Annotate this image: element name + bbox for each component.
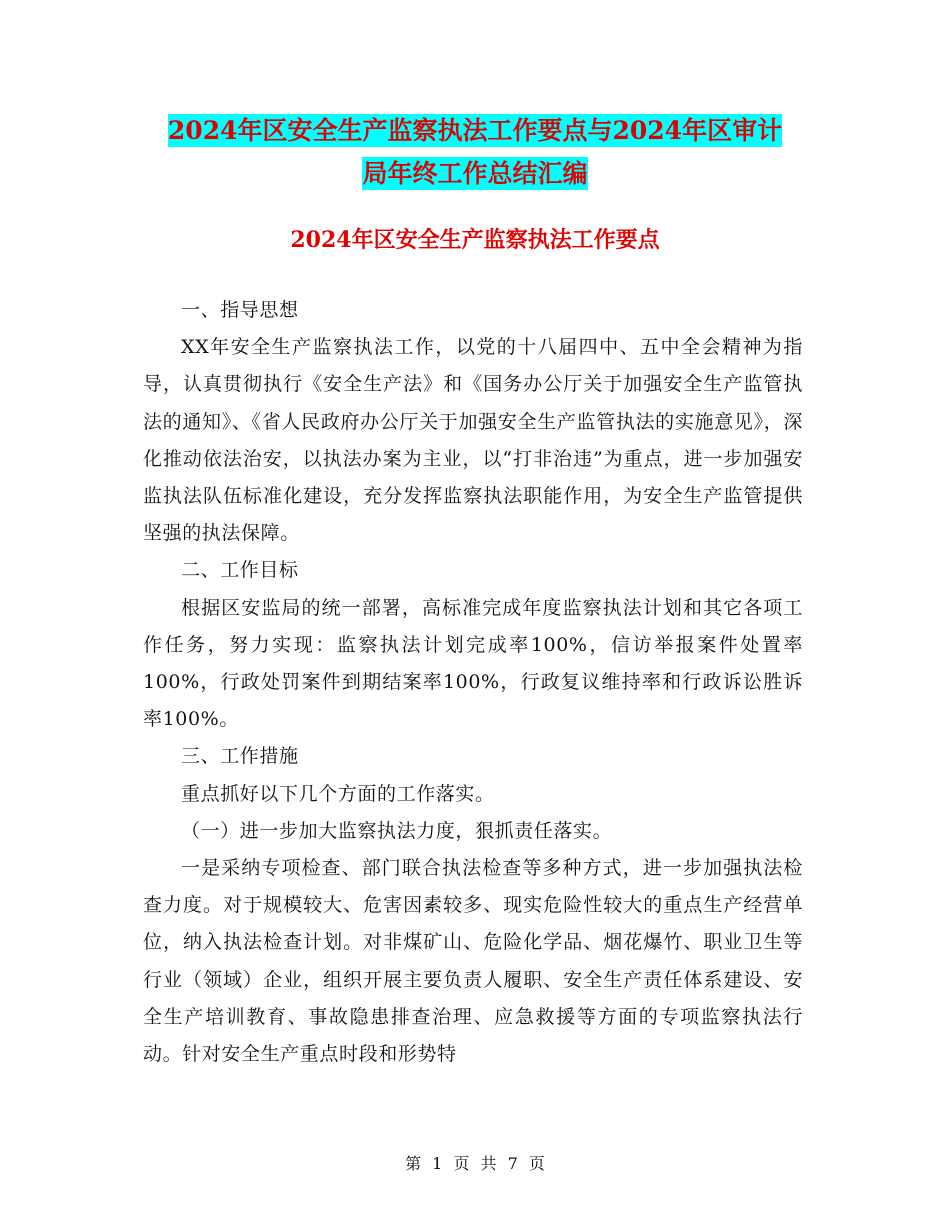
title-highlight-1: 2024年区安全生产监察执法工作要点与2024年区审计 xyxy=(167,116,783,145)
paragraph-work-goals: 根据区安监局的统一部署，高标准完成年度监察执法计划和其它各项工作任务，努力实现：监察执法计划完成率100%，信访举报案件处置率100%，行政处罚案件到期结案率100%，行政复议维持率和行政诉讼胜诉率100%。 xyxy=(143,596,803,731)
subheading-measure-1: （一）进一步加大监察执法力度，狠抓责任落实。 xyxy=(181,819,613,842)
title-highlight-2: 局年终工作总结汇编 xyxy=(362,159,588,188)
paragraph-measure-1: 一是采纳专项检查、部门联合执法检查等多种方式，进一步加强执法检查力度。对于规模较大、危害因素较多、现实危险性较大的重点生产经营单位，纳入执法检查计划。对非煤矿山、危险化学品、烟花爆竹、职业卫生等行业（领域）企业，组织开展主要负责人履职、安全生产责任体系建设、安全生产培训教育、事故隐患排查治理、应急救援等方面的专项监察执法行动。针对安全生产重点时段和形势特 xyxy=(143,857,803,1066)
document-title-line-2 xyxy=(0,152,950,196)
page-footer: 第 1 页 共 7 页 xyxy=(405,1154,545,1173)
document-title-line-1 xyxy=(0,109,950,153)
heading-work-goals: 二、工作目标 xyxy=(181,559,299,582)
heading-work-measures: 三、工作措施 xyxy=(181,745,299,768)
heading-guiding-ideology: 一、指导思想 xyxy=(181,299,299,321)
paragraph-measures-intro: 重点抓好以下几个方面的工作落实。 xyxy=(181,782,495,805)
document-body xyxy=(143,292,803,1073)
paragraph-guiding-ideology: XX年安全生产监察执法工作，以党的十八届四中、五中全会精神为指导，认真贯彻执行《安全生产法》和《国务办公厅关于加强安全生产监管执法的通知》、《省人民政府办公厅关于加强安全生产监管执法的实施意见》，深化推动依法治安，以执法办案为主业，以“打非治违”为重点，进一步加强安监执法队伍标准化建设，充分发挥监察执法职能作用，为安全生产监管提供坚强的执法保障。 xyxy=(143,336,803,545)
section-title: 2024年区安全生产监察执法工作要点 xyxy=(290,227,660,253)
